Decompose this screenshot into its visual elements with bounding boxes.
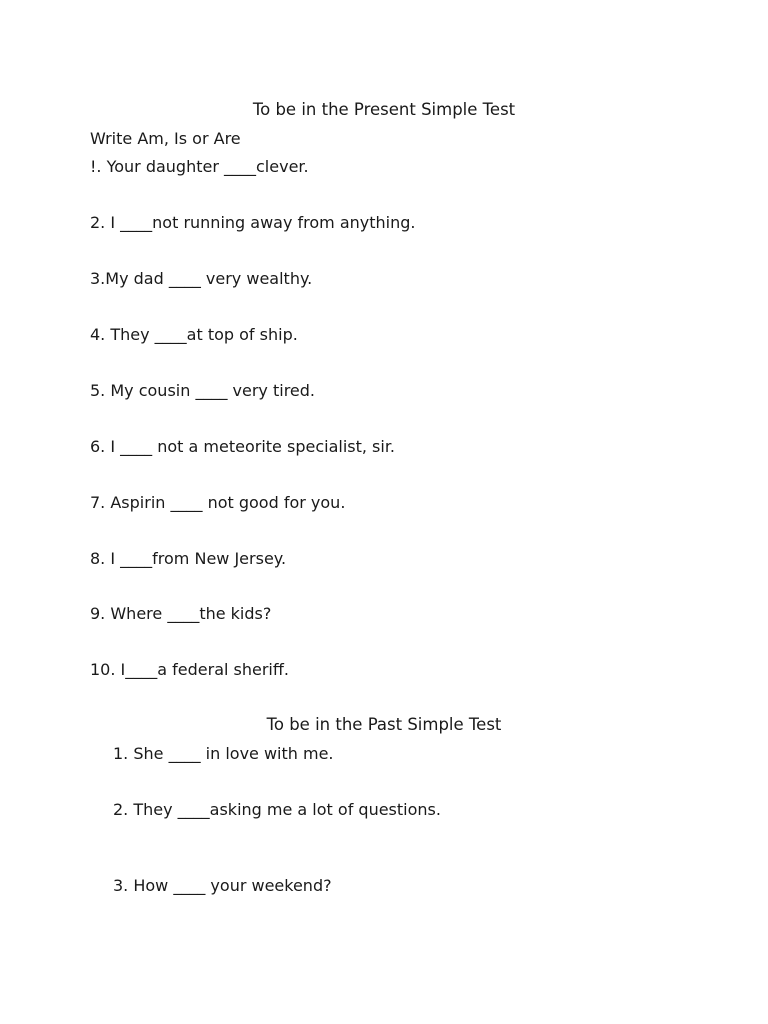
present-item-6: 6. I ____ not a meteorite specialist, sir. xyxy=(90,437,396,456)
present-item-10: 10. I____a federal sheriff. xyxy=(90,660,289,679)
present-item-5: 5. My cousin ____ very tired. xyxy=(90,381,316,400)
present-item-4: 4. They ____at top of ship. xyxy=(90,325,298,344)
present-item-3: 3.My dad ____ very wealthy. xyxy=(90,269,313,288)
present-item-1: !. Your daughter ____clever. xyxy=(90,157,309,176)
present-section-instruction: Write Am, Is or Are xyxy=(90,129,241,148)
past-section-title: To be in the Past Simple Test xyxy=(266,715,502,734)
past-item-2: 2. They ____asking me a lot of questions. xyxy=(113,800,441,819)
present-item-9: 9. Where ____the kids? xyxy=(90,604,272,623)
present-item-7: 7. Aspirin ____ not good for you. xyxy=(90,493,346,512)
past-item-3: 3. How ____ your weekend? xyxy=(113,876,332,895)
present-section-title: To be in the Present Simple Test xyxy=(252,100,516,119)
present-item-8: 8. I ____from New Jersey. xyxy=(90,549,287,568)
past-item-1: 1. She ____ in love with me. xyxy=(113,744,334,763)
present-item-2: 2. I ____not running away from anything. xyxy=(90,213,416,232)
